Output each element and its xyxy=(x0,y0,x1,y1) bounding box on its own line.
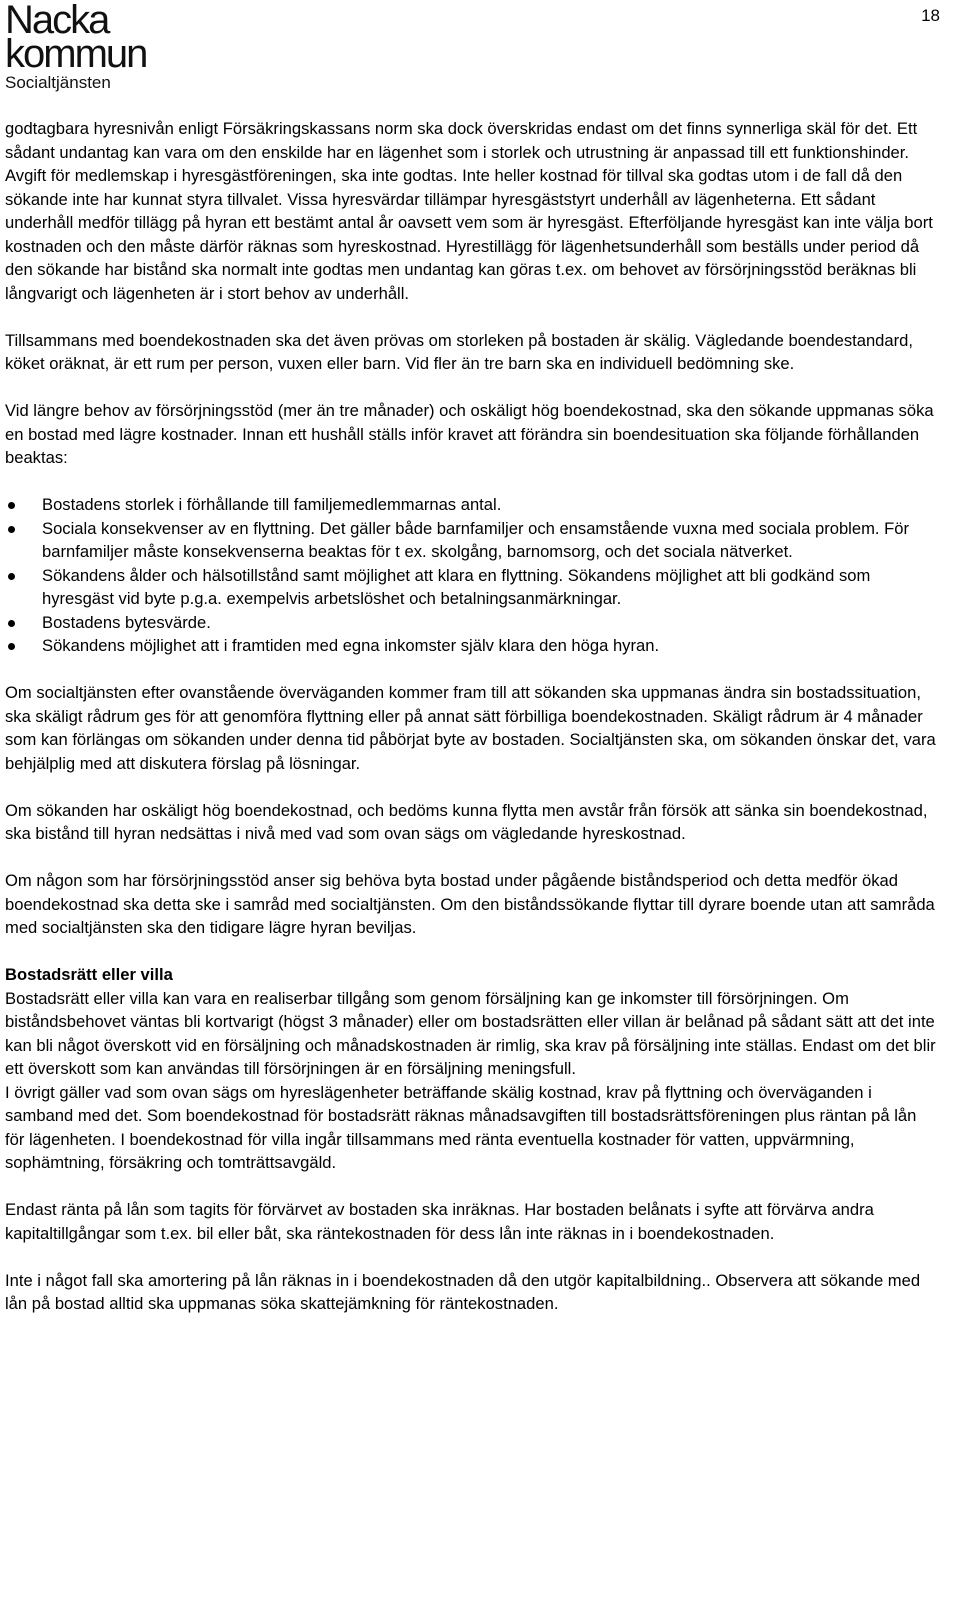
paragraph-asset-sale: Bostadsrätt eller villa kan vara en realiserbar tillgång som genom försäljning kan ge inkomster till försörjningen. Om biståndsbehovet väntas bli kortvarigt (högst 3 månader) eller om bostadsrätten eller villan är belånad på sådant sätt att det inte kan bli något överskott vid en försäljning och månadskostnaden är rimlig, ska krav på försäljning inte ställas. Endast om det blir ett överskott som kan användas till försörjningen är en försäljning meningsfull. xyxy=(5,988,936,1078)
paragraph-rent-norm: godtagbara hyresnivån enligt Försäkringskassans norm ska dock överskridas endast om det finns synnerliga skäl för det. Ett sådant undantag kan vara om den enskilde har en lägenhet som i storlek och utrustning är anpassad till ett funktionshinder. Avgift för medlemskap i hyresgästföreningen, ska inte godtas. Inte heller kostnad för tillval ska godtas utom i de fall då den sökande inte har kunnat styra tillvalet. Vissa hyresvärdar tillämpar hyresgäststyrt underhåll av lägenheterna. Ett sådant underhåll medför tillägg på hyran ett bestämt antal år oavsett vem som är hyresgäst. Efterföljande hyresgäst kan inte välja bort kostnaden och den måste därför räknas som hyreskostnad. Hyrestillägg för lägenhetsunderhåll som beställs under period då den sökande har bistånd ska normalt inte godtas men undantag kan göras t.ex. om behovet av försörjningsstöd beräknas bli långvarigt och lägenheten är i stort behov av underhåll. xyxy=(5,119,933,303)
paragraph-amortization: Inte i något fall ska amortering på lån räknas in i boendekostnaden då den utgör kapitalbildning.. Observera att sökande med lån på bostad alltid ska uppmanas söka skattejämkning för räntekostnaden. xyxy=(5,1270,921,1313)
paragraph-interest: Endast ränta på lån som tagits för förvärvet av bostaden ska inräknas. Har bostaden belånats i syfte att förvärva andra kapitaltillgångar som t.ex. bil eller båt, ska räntekostnaden för dess lån inte räknas in i boendekostnaden. xyxy=(5,1200,874,1243)
list-item: Sociala konsekvenser av en flyttning. Det gäller både barnfamiljer och ensamstående vuxna med sociala problem. För barnfamiljer måste konsekvenserna beaktas för t ex. skolgång, barnomsorg, och det sociala nätverket. xyxy=(42,517,940,564)
paragraph-relocation-time: Om socialtjänsten efter ovanstående överväganden kommer fram till att sökanden ska uppmanas ändra sin bostadssituation, ska skäligt rådrum ges för att genomföra flyttning eller på annat sätt förbilliga boendekostnaden. Skäligt rådrum är 4 månader som kan förlängas om sökanden under denna tid påbörjat byte av bostaden. Socialtjänsten ska, om sökanden önskar det, vara behjälplig med att diskutera förslag på lösningar. xyxy=(5,683,936,773)
list-item: Bostadens bytesvärde. xyxy=(42,611,940,635)
section-heading: Bostadsrätt eller villa xyxy=(5,965,173,984)
department-name: Socialtjänsten xyxy=(5,73,111,92)
paragraph-housing-costs: I övrigt gäller vad som ovan sägs om hyreslägenheter beträffande skälig kostnad, krav på flyttning och överväganden i samband med det. Som boendekostnad för bostadsrätt räknas månadsavgiften till bostadsrättsföreningen plus räntan på lån för lägenheten. I boendekostnad för villa ingår tillsammans med ränta eventuella kostnader för vatten, uppvärmning, sophämtning, försäkring och tomträttsavgäld. xyxy=(5,1082,917,1172)
logo-line-1: Nacka xyxy=(5,0,109,42)
considerations-list xyxy=(5,493,940,658)
document-body xyxy=(5,117,940,1339)
list-item: Bostadens storlek i förhållande till familjemedlemmarnas antal. xyxy=(42,493,940,517)
paragraph-reduced-aid: Om sökanden har oskäligt hög boendekostnad, och bedöms kunna flytta men avstår från försök att sänka sin boendekostnad, ska bistånd till hyran nedsättas i nivå med vad som ovan sägs om vägledande hyreskostnad. xyxy=(5,800,928,843)
list-item: Sökandens möjlighet att i framtiden med egna inkomster själv klara den höga hyran. xyxy=(42,634,940,658)
logo-line-2: kommun xyxy=(5,32,147,76)
paragraph-housing-size: Tillsammans med boendekostnaden ska det även prövas om storleken på bostaden är skälig. Vägledande boendestandard, köket oräknat, är ett rum per person, vuxen eller barn. Vid fler än tre barn ska en individuell bedömning ske. xyxy=(5,330,914,373)
page-number: 18 xyxy=(921,6,940,25)
paragraph-moving-consultation: Om någon som har försörjningsstöd anser sig behöva byta bostad under pågående biståndsperiod och detta medför ökad boendekostnad ska detta ske i samråd med socialtjänsten. Om den biståndssökande flyttar till dyrare boende utan att samråda med socialtjänsten ska den tidigare lägre hyran beviljas. xyxy=(5,871,935,937)
paragraph-long-term-need: Vid längre behov av försörjningsstöd (mer än tre månader) och oskäligt hög boendekostnad, ska den sökande uppmanas söka en bostad med lägre kostnader. Innan ett hushåll ställs inför kravet att förändra sin boendesituation ska följande förhållanden beaktas: xyxy=(5,401,934,467)
list-item: Sökandens ålder och hälsotillstånd samt möjlighet att klara en flyttning. Sökandens möjlighet att bli godkänd som hyresgäst vid byte p.g.a. exempelvis arbetslöshet och betalningsanmärkningar. xyxy=(42,564,940,611)
nacka-kommun-logo xyxy=(5,0,165,93)
